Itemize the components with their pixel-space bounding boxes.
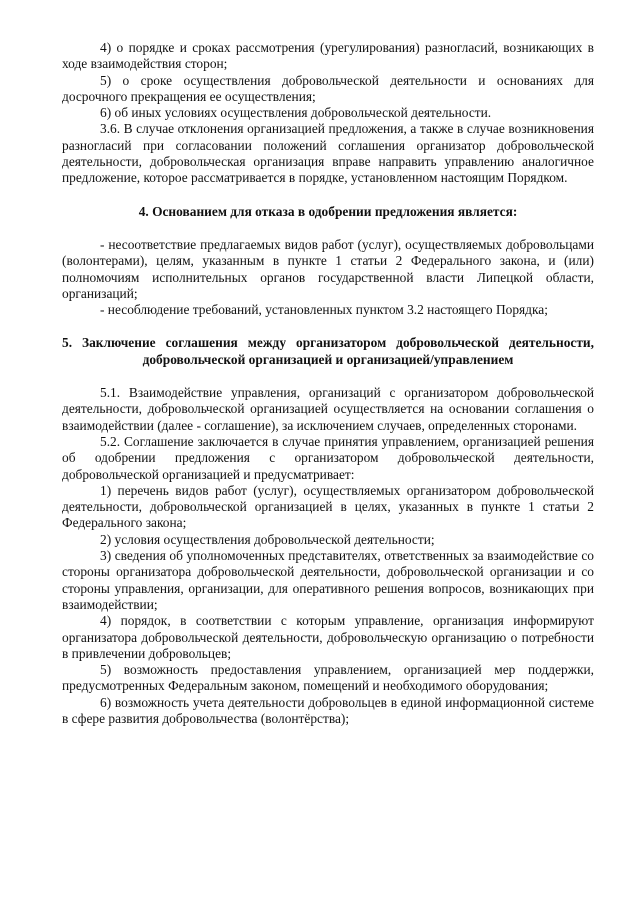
section-5-heading: 5. Заключение соглашения между организатором добровольческой деятельности, добровольческой организацией и организацией/управлением: [62, 335, 594, 367]
section-5-item-6: 6) возможность учета деятельности добровольцев в единой информационной системе в сфере развития добровольчества (волонтёрства);: [62, 694, 594, 726]
paragraph-3-6: 3.6. В случае отклонения организацией предложения, а также в случае возникновения разногласий при согласовании положений соглашения организатор добровольческой деятельности, добровольческая организация вправе направить управлению аналогичное предложение, которое рассматривается в порядке, установленном настоящим Порядком.: [62, 121, 594, 186]
section-5-item-3: 3) сведения об уполномоченных представителях, ответственных за взаимодействие со стороны организатора добровольческой деятельности, добровольческой организации и со стороны управления, организации, для оперативного решения вопросов, возникающих при взаимодействии;: [62, 548, 594, 612]
section-5-item-5: 5) возможность предоставления управлением, организацией мер поддержки, предусмотренных Федеральным законом, помещений и необходимого оборудования;: [62, 662, 594, 694]
section-4-item-1: - несоответствие предлагаемых видов работ (услуг), осуществляемых добровольцами (волонтерами), целям, указанным в пункте 1 статьи 2 Федерального закона, и (или) полномочиям исполнительных органов государственной власти Липецкой области, организаций;: [62, 236, 594, 301]
section-5-item-4: 4) порядок, в соответствии с которым управление, организация информируют организатора добровольческой деятельности, добровольческую организацию о потребности в привлечении добровольцев;: [62, 613, 594, 661]
paragraph-item-6: 6) об иных условиях осуществления добровольческой деятельности.: [100, 105, 492, 121]
section-4-item-2: - несоблюдение требований, установленных пунктом 3.2 настоящего Порядка;: [100, 302, 548, 318]
section-5-item-1: 1) перечень видов работ (услуг), осуществляемых организатором добровольческой деятельности, добровольческой организацией в целях, указанных в пункте 1 статьи 2 Федерального закона;: [62, 482, 594, 531]
paragraph-item-5: 5) о сроке осуществления добровольческой деятельности и основаниях для досрочного прекращения ее осуществления;: [62, 72, 594, 104]
paragraph-item-4: 4) о порядке и сроках рассмотрения (урегулирования) разногласий, возникающих в ходе взаимодействия сторон;: [62, 40, 594, 72]
section-4-heading: 4. Основанием для отказа в одобрении предложения является:: [138, 203, 518, 219]
paragraph-5-1: 5.1. Взаимодействие управления, организаций с организатором добровольческой деятельности, добровольческой организацией осуществляется на основании соглашения о взаимодействии (далее - соглашение), за исключением случаев, определенных сторонами.: [62, 385, 594, 433]
section-5-item-2: 2) условия осуществления добровольческой деятельности;: [100, 531, 435, 547]
paragraph-5-2: 5.2. Соглашение заключается в случае принятия управлением, организацией решения об одобрении предложения с организатором добровольческой деятельности, добровольческой организацией и предусматривает:: [62, 433, 594, 482]
